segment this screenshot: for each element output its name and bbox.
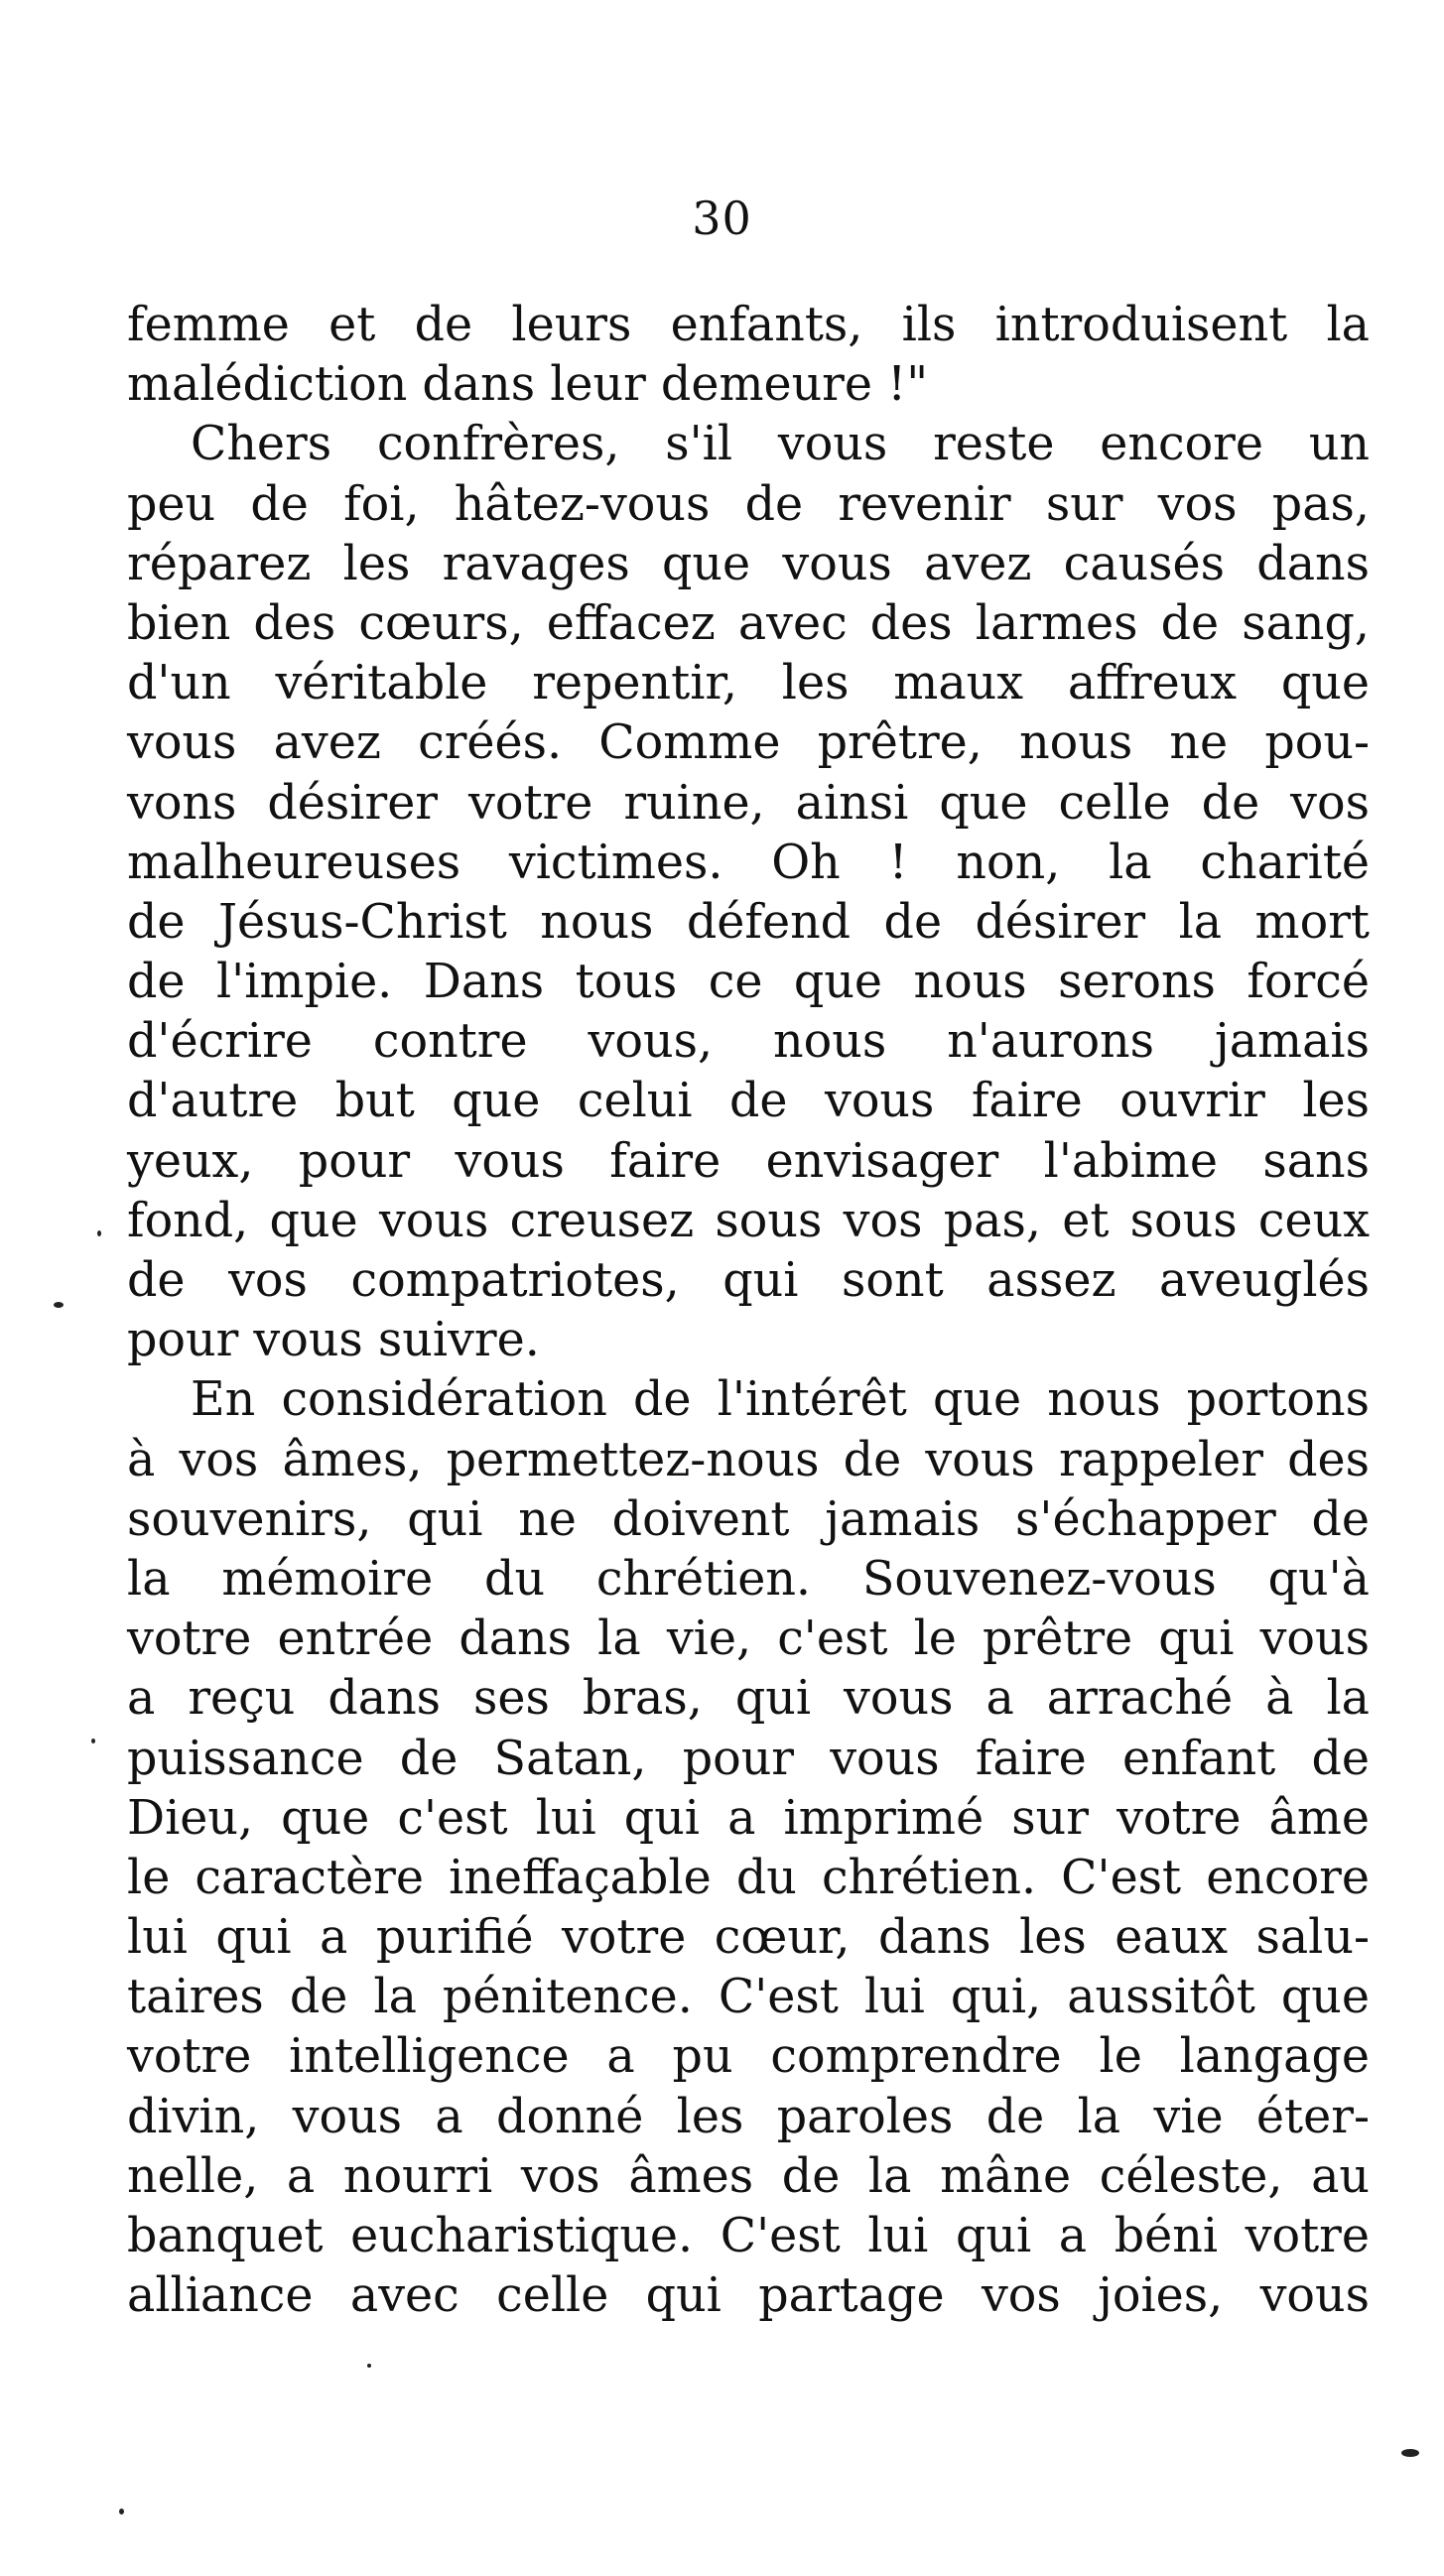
- text-line: souvenirs, qui ne doivent jamais s'échapper de: [127, 1491, 1370, 1547]
- text-line: d'écrire contre vous, nous n'aurons jamais: [127, 1014, 1370, 1070]
- text-line: divin, vous a donné les paroles de la vie éter-: [127, 2089, 1370, 2144]
- text-line: malédiction dans leur demeure !": [127, 357, 929, 413]
- text-line: de Jésus-Christ nous défend de désirer la mort: [127, 894, 1370, 950]
- text-line: peu de foi, hâtez-vous de revenir sur vos pas,: [127, 476, 1370, 532]
- text-line: bien des cœurs, effacez avec des larmes de sang,: [127, 595, 1370, 651]
- scan-speck: [91, 1739, 95, 1743]
- text-line: taires de la pénitence. C'est lui qui, aussitôt que: [127, 1970, 1370, 2025]
- text-line: En considération de l'intérêt que nous portons: [191, 1372, 1370, 1428]
- text-line: lui qui a purifié votre cœur, dans les eaux salu-: [127, 1910, 1370, 1966]
- text-line: d'un véritable repentir, les maux affreux que: [127, 656, 1370, 711]
- scan-speck: [1401, 2449, 1419, 2457]
- text-line: Chers confrères, s'il vous reste encore un: [191, 417, 1370, 472]
- scan-speck: [97, 1230, 101, 1236]
- text-line: votre intelligence a pu comprendre le langage: [127, 2029, 1370, 2085]
- text-line: alliance avec celle qui partage vos joies, vous: [127, 2268, 1370, 2324]
- text-line: malheureuses victimes. Oh ! non, la charité: [127, 835, 1370, 890]
- text-line: femme et de leurs enfants, ils introduisent la: [127, 298, 1370, 352]
- text-line: le caractère ineffaçable du chrétien. C'est encore: [127, 1850, 1370, 1905]
- scan-speck: [367, 2364, 371, 2368]
- scan-speck: [54, 1302, 64, 1308]
- text-line: vous avez créés. Comme prêtre, nous ne pou-: [127, 715, 1370, 771]
- body-text: [127, 296, 1370, 2326]
- text-line: yeux, pour vous faire envisager l'abime sans: [127, 1133, 1370, 1189]
- text-line: de vos compatriotes, qui sont assez aveuglés: [127, 1253, 1370, 1308]
- text-line: réparez les ravages que vous avez causés dans: [127, 536, 1370, 591]
- text-line: vons désirer votre ruine, ainsi que celle de vos: [127, 775, 1370, 831]
- text-line: d'autre but que celui de vous faire ouvrir les: [127, 1074, 1370, 1129]
- text-line: votre entrée dans la vie, c'est le prêtre qui vous: [127, 1611, 1370, 1667]
- text-line: Dieu, que c'est lui qui a imprimé sur votre âme: [127, 1790, 1370, 1846]
- text-line: pour vous suivre.: [127, 1313, 540, 1368]
- scan-speck: [119, 2509, 124, 2514]
- text-line: banquet eucharistique. C'est lui qui a béni votre: [127, 2209, 1370, 2263]
- text-line: puissance de Satan, pour vous faire enfant de: [127, 1731, 1370, 1786]
- text-line: nelle, a nourri vos âmes de la mâne céleste, au: [127, 2148, 1370, 2204]
- page-number: 30: [692, 192, 752, 245]
- text-line: a reçu dans ses bras, qui vous a arraché à la: [127, 1671, 1370, 1727]
- text-line: fond, que vous creusez sous vos pas, et sous ceux: [127, 1193, 1370, 1248]
- text-line: de l'impie. Dans tous ce que nous serons forcé: [127, 955, 1370, 1010]
- text-line: la mémoire du chrétien. Souvenez-vous qu'à: [127, 1551, 1370, 1607]
- text-line: à vos âmes, permettez-nous de vous rappeler des: [127, 1432, 1370, 1487]
